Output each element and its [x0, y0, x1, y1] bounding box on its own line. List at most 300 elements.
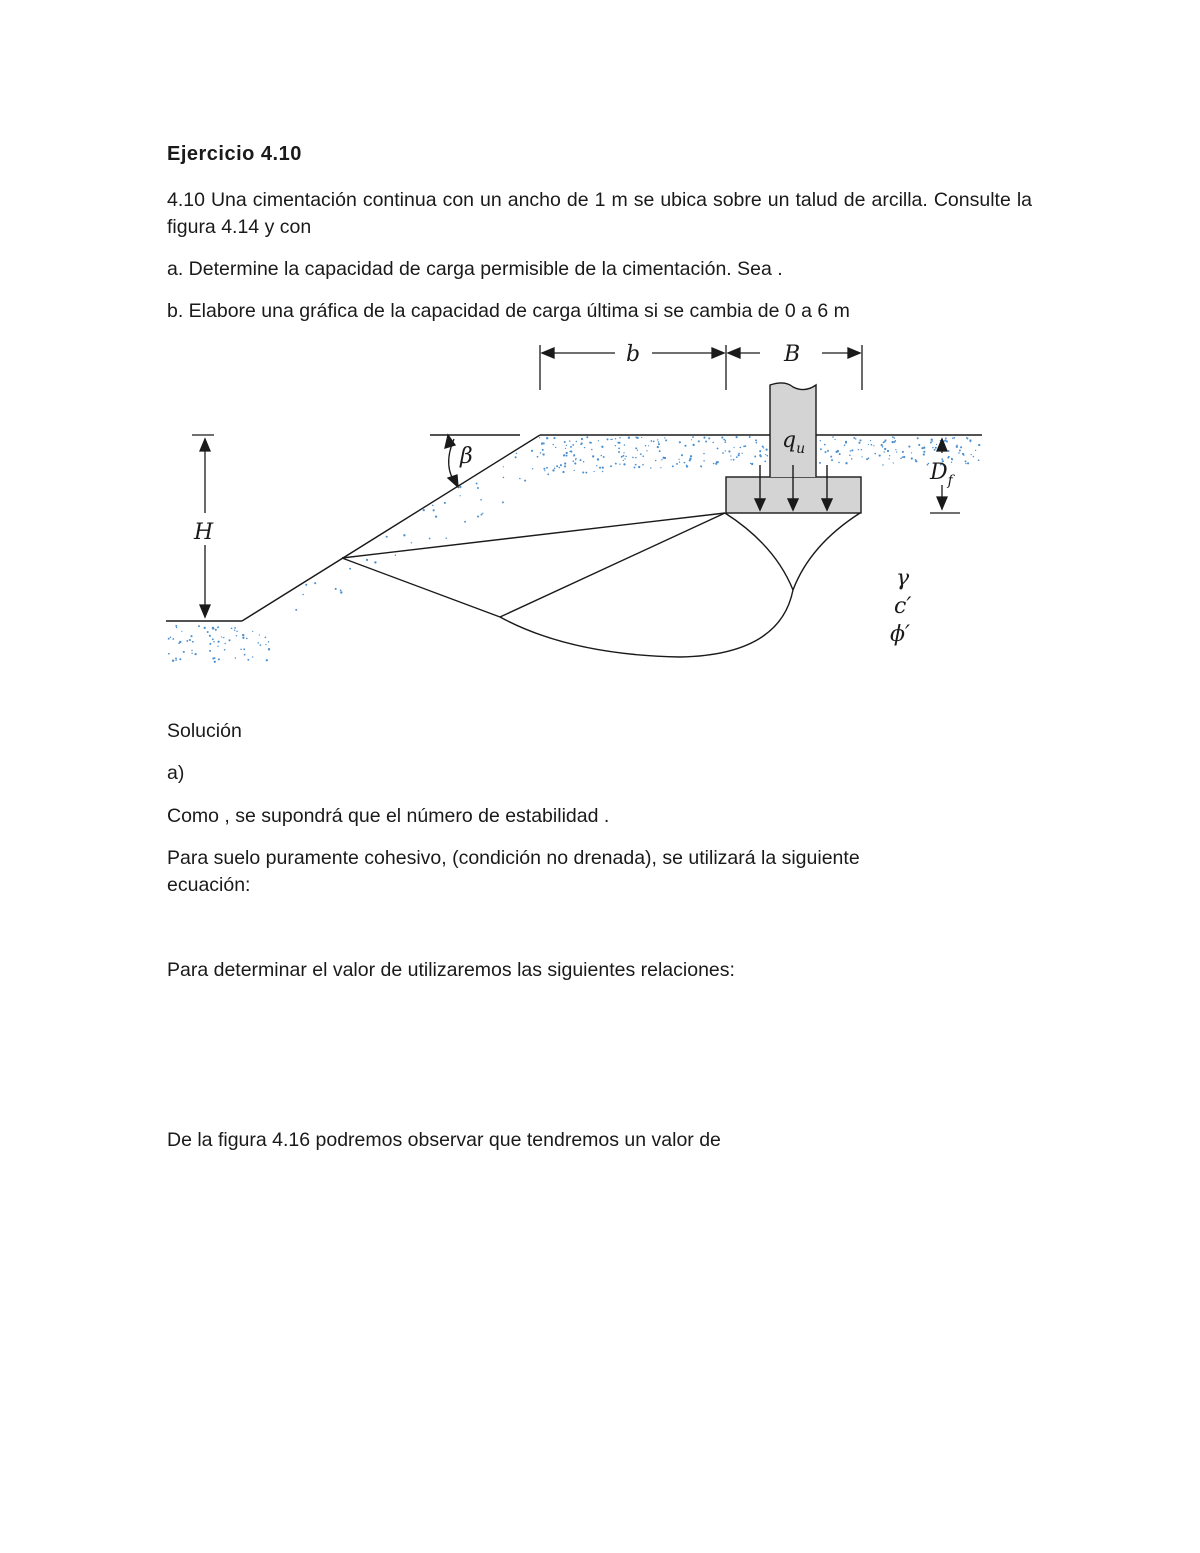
soil-dot [215, 629, 217, 631]
solution-heading: Solución [167, 720, 242, 742]
soil-dot [555, 447, 556, 448]
soil-dot [503, 477, 505, 479]
label-gamma: γ [896, 566, 910, 591]
figure-416-line: De la figura 4.16 podremos observar que tendremos un valor de [167, 1129, 721, 1151]
soil-dot [602, 471, 603, 472]
soil-dot [242, 637, 244, 639]
relations-line: Para determinar el valor de utilizaremos las siguientes relaciones: [167, 959, 735, 981]
soil-dot [537, 456, 539, 458]
soil-dot [572, 444, 574, 446]
soil-dot [765, 448, 767, 450]
soil-dot [435, 515, 437, 517]
soil-dot [923, 453, 925, 455]
soil-dot [902, 451, 904, 453]
soil-dot [235, 657, 236, 658]
soil-dot [618, 451, 620, 453]
soil-dot [314, 582, 316, 584]
soil-dot [655, 460, 657, 462]
soil-dot [565, 448, 566, 449]
soil-dot [902, 456, 904, 458]
soil-dot [832, 436, 834, 438]
soil-dot [703, 453, 705, 455]
soil-dot [743, 446, 745, 448]
soil-dot [713, 463, 715, 465]
soil-dot [573, 455, 575, 457]
failure-wedge-lower [342, 558, 500, 617]
soil-dot [845, 442, 847, 444]
soil-dot [482, 513, 483, 514]
soil-dot [224, 649, 226, 651]
soil-dot [175, 625, 177, 627]
soil-dot [701, 466, 702, 467]
soil-dot [858, 442, 860, 444]
label-b: b [626, 342, 641, 367]
soil-dot [650, 467, 651, 468]
soil-dot [602, 467, 604, 469]
soil-dot [894, 437, 895, 438]
soil-dot [212, 638, 214, 640]
soil-dot [209, 643, 211, 645]
soil-dot [947, 457, 949, 459]
soil-dot [556, 465, 558, 467]
soil-dot [868, 444, 869, 445]
soil-dot [217, 627, 219, 629]
soil-dot [433, 509, 435, 511]
soil-dot [477, 487, 479, 489]
soil-dot [884, 451, 885, 452]
soil-dot [703, 460, 704, 461]
soil-dot [887, 450, 889, 452]
soil-dot [340, 589, 342, 591]
soil-dot [730, 455, 731, 456]
soil-dot [978, 459, 980, 461]
soil-dot [532, 468, 533, 469]
soil-dot [175, 659, 176, 660]
soil-dot [580, 459, 582, 461]
soil-dot [607, 438, 609, 440]
soil-dot [874, 453, 876, 455]
slope-foundation-figure [160, 335, 1000, 680]
soil-dot [247, 659, 249, 661]
item-b: b. Elabore una gráfica de la capacidad de carga última si se cambia de 0 a 6 m [167, 300, 850, 322]
soil-dot [973, 456, 974, 457]
soil-dot [845, 462, 847, 464]
soil-dot [218, 641, 220, 643]
slope-face-line [242, 435, 540, 621]
soil-dot [692, 436, 694, 438]
soil-dot [936, 444, 937, 445]
soil-dot [722, 452, 724, 454]
soil-dot [970, 441, 971, 442]
soil-dot [766, 455, 768, 457]
failure-surface [342, 513, 860, 657]
soil-dot [932, 447, 934, 449]
soil-dot [189, 639, 191, 641]
soil-dot [721, 437, 723, 439]
soil-dot [198, 625, 200, 627]
soil-dot [366, 559, 368, 561]
soil-dot [207, 631, 209, 633]
soil-dot [956, 446, 958, 448]
soil-dot [741, 453, 742, 454]
soil-dot [191, 650, 192, 651]
soil-dot [257, 642, 258, 643]
soil-dot [923, 451, 925, 453]
soil-dot [191, 653, 192, 654]
label-H: H [194, 520, 214, 545]
soil-dot [648, 445, 649, 446]
soil-dot [640, 453, 642, 455]
soil-dot [615, 438, 616, 439]
soil-dot [212, 627, 214, 629]
soil-dot [661, 459, 662, 460]
soil-dot [641, 437, 642, 438]
soil-dot [908, 446, 910, 448]
soil-dot [664, 437, 665, 438]
soil-dot [844, 444, 846, 446]
soil-dot [927, 464, 929, 466]
soil-dot [583, 461, 585, 463]
soil-dot [621, 456, 623, 458]
soil-dot [637, 450, 638, 451]
soil-dot [658, 443, 660, 445]
soil-dot [764, 461, 766, 463]
soil-dot [657, 439, 658, 440]
soil-dot [871, 444, 873, 446]
soil-dot [692, 444, 694, 446]
soil-dot [858, 449, 859, 450]
soil-dot [870, 440, 871, 441]
soil-dot [725, 442, 726, 443]
soil-dot [712, 442, 714, 444]
soil-dot [628, 437, 630, 439]
soil-dot [619, 437, 621, 439]
soil-dot [560, 464, 562, 466]
soil-dot [459, 486, 461, 488]
soil-dot [213, 641, 215, 643]
soil-dot [214, 661, 216, 663]
soil-dot [423, 509, 425, 511]
soil-dot [429, 538, 431, 540]
soil-dot [570, 446, 572, 448]
soil-dot [839, 453, 841, 455]
soil-dot [959, 450, 961, 452]
soil-dot [212, 657, 214, 659]
soil-dot [236, 631, 237, 632]
soil-dot [820, 448, 822, 450]
soil-dot [591, 449, 592, 450]
soil-dot [539, 437, 540, 438]
soil-dot [665, 439, 667, 441]
stability-line: Como , se supondrá que el número de estabilidad . [167, 805, 610, 827]
soil-dot [553, 437, 555, 439]
soil-dot [589, 442, 591, 444]
soil-dot [592, 455, 594, 457]
soil-dot [632, 457, 634, 459]
soil-dot [689, 458, 691, 460]
soil-dot [838, 462, 840, 464]
log-spiral-bottom [500, 590, 793, 657]
soil-dot [240, 649, 242, 651]
soil-dot [566, 455, 568, 457]
soil-dot [896, 451, 897, 452]
soil-dot [622, 455, 624, 457]
soil-dot [738, 453, 740, 455]
soil-dot [601, 455, 603, 457]
soil-dot [755, 439, 757, 441]
label-phi-prime: ϕ′ [890, 622, 910, 647]
soil-dot [831, 459, 833, 461]
soil-dot [584, 447, 585, 448]
soil-dot [553, 444, 554, 445]
soil-dot [242, 634, 244, 636]
soil-dot [824, 444, 826, 446]
soil-dot [186, 640, 188, 642]
soil-dot [569, 440, 570, 441]
soil-dot [476, 483, 478, 485]
soil-dot [603, 456, 605, 458]
soil-dot [544, 470, 545, 471]
soil-dot [265, 644, 266, 645]
soil-dot [252, 631, 253, 632]
soil-dot [445, 538, 446, 539]
soil-dot [234, 629, 235, 630]
soil-dot [760, 455, 762, 457]
soil-dot [204, 627, 206, 629]
soil-dot [386, 536, 388, 538]
soil-dot [930, 442, 932, 444]
soil-dot [730, 459, 731, 460]
soil-dot [268, 641, 269, 642]
item-a: a. Determine la capacidad de carga permisible de la cimentación. Sea . [167, 258, 783, 280]
soil-dot [432, 505, 434, 507]
soil-dot [681, 454, 683, 456]
soil-dot [837, 450, 839, 452]
soil-dot [723, 439, 725, 441]
soil-dot [615, 463, 617, 465]
soil-dot [564, 441, 566, 443]
soil-dot [679, 441, 681, 443]
soil-dot [543, 468, 545, 470]
soil-dot [882, 464, 883, 465]
soil-dot [172, 660, 174, 662]
failure-wedge-upper [342, 513, 725, 558]
soil-dot [252, 656, 253, 657]
soil-dot [585, 472, 587, 474]
soil-dot [558, 467, 560, 469]
soil-dot [625, 456, 627, 458]
soil-dot [859, 439, 861, 441]
soil-dot [209, 650, 211, 652]
soil-dot [194, 653, 196, 655]
soil-dot [221, 636, 222, 637]
part-a-label: a) [167, 762, 185, 784]
soil-dot [819, 462, 821, 464]
soil-dot [705, 441, 707, 443]
soil-dot [642, 455, 644, 457]
label-c-prime: c′ [894, 594, 912, 619]
soil-dot [190, 635, 192, 637]
soil-dot [763, 447, 764, 448]
soil-dot [524, 480, 526, 482]
soil-dot [646, 450, 647, 451]
soil-dot [179, 658, 181, 660]
soil-dot [542, 453, 544, 455]
soil-dot [175, 657, 177, 659]
soil-dot [601, 446, 603, 448]
soil-dot [224, 643, 225, 644]
soil-dot [892, 436, 894, 438]
soil-dot [653, 441, 655, 443]
soil-dot [948, 450, 950, 452]
label-qu: $q_u$ [782, 428, 806, 457]
soil-dot [540, 452, 542, 454]
soil-dot [531, 450, 533, 452]
soil-dot [967, 438, 969, 440]
soil-dot [234, 627, 236, 629]
soil-dot [259, 634, 260, 635]
soil-dot [566, 445, 567, 446]
soil-dot [851, 449, 853, 451]
log-spiral-right-boundary [793, 513, 860, 590]
soil-dot [975, 450, 976, 451]
soil-dot [751, 463, 753, 465]
soil-dot [893, 462, 894, 463]
label-Df: $D_f$ [930, 460, 953, 489]
soil-dot [170, 636, 172, 638]
soil-dot [575, 458, 576, 459]
soil-dot [917, 437, 919, 439]
soil-dot [889, 458, 890, 459]
soil-dot [503, 466, 504, 467]
soil-dot [951, 458, 952, 459]
soil-dot [635, 464, 637, 466]
soil-dot [444, 502, 446, 504]
soil-dot [460, 495, 461, 496]
soil-dot [725, 450, 726, 451]
soil-dot [181, 631, 182, 632]
soil-dot [542, 449, 544, 451]
soil-dot [564, 462, 566, 464]
soil-dot [756, 442, 758, 444]
log-spiral-left-boundary [725, 513, 793, 590]
soil-dot [541, 444, 542, 445]
soil-dot [951, 462, 952, 463]
soil-dot [593, 471, 594, 472]
soil-dot [610, 439, 611, 440]
slope-outline [166, 435, 982, 621]
soil-dot [172, 638, 174, 640]
soil-dot [750, 463, 751, 464]
soil-dot [659, 450, 661, 452]
soil-dot [958, 452, 959, 453]
soil-dot [598, 440, 599, 441]
soil-dot [934, 449, 936, 451]
soil-dot [519, 478, 521, 480]
soil-dot [820, 440, 821, 441]
soil-dot [884, 448, 886, 450]
soil-dot [861, 456, 862, 457]
soil-dot [716, 461, 718, 463]
soil-dot [850, 450, 851, 451]
soil-dot [660, 467, 661, 468]
soil-dot [554, 467, 556, 469]
soil-dot [566, 452, 568, 454]
soil-dot [635, 447, 637, 449]
soil-dot [260, 644, 262, 646]
soil-dot [928, 463, 930, 465]
soil-dot [619, 464, 620, 465]
soil-dot [762, 446, 764, 448]
soil-dot [623, 460, 624, 461]
soil-dot [853, 437, 855, 439]
soil-dot [879, 455, 881, 457]
soil-dot [691, 439, 692, 440]
soil-dot [642, 464, 644, 466]
soil-dot [546, 467, 548, 469]
soil-dots [168, 436, 981, 663]
soil-dot [684, 445, 686, 447]
soil-dot [944, 439, 946, 441]
soil-dot [403, 534, 405, 536]
soil-dot [178, 642, 180, 644]
soil-dot [953, 437, 955, 439]
soil-dot [733, 447, 734, 448]
soil-dot [335, 588, 337, 590]
soil-dot [903, 456, 905, 458]
soil-dot [209, 635, 211, 637]
soil-dot [733, 459, 735, 461]
soil-dot [243, 648, 245, 650]
soil-dot [971, 454, 972, 455]
soil-dot [268, 649, 269, 650]
soil-dot [686, 465, 687, 466]
soil-dot [546, 437, 548, 439]
soil-dot [658, 441, 659, 442]
soil-dot [736, 456, 738, 458]
soil-dot [703, 437, 705, 439]
soil-dot [635, 457, 637, 459]
label-B: B [784, 342, 801, 367]
soil-dot [217, 646, 218, 647]
soil-dot [754, 456, 756, 458]
soil-dot [218, 658, 220, 660]
soil-dot [851, 458, 852, 459]
soil-dot [562, 471, 564, 473]
soil-dot [395, 555, 396, 556]
soil-dot [624, 458, 625, 459]
soil-dot [192, 641, 194, 643]
soil-dot [564, 465, 566, 467]
soil-dot [236, 635, 237, 636]
soil-dot [611, 439, 612, 440]
soil-dot [231, 627, 233, 629]
soil-dot [923, 447, 925, 449]
soil-dot [873, 445, 874, 446]
soil-dot [881, 444, 883, 446]
soil-dot [552, 469, 554, 471]
soil-dot [573, 460, 575, 462]
soil-dot [586, 436, 588, 438]
soil-dot [637, 437, 639, 439]
soil-dot [657, 446, 659, 448]
soil-dot [574, 470, 575, 471]
soil-dot [679, 461, 680, 462]
soil-dot [563, 454, 565, 456]
soil-dot [895, 449, 896, 450]
soil-dot [698, 440, 700, 442]
soil-dot [932, 441, 933, 442]
